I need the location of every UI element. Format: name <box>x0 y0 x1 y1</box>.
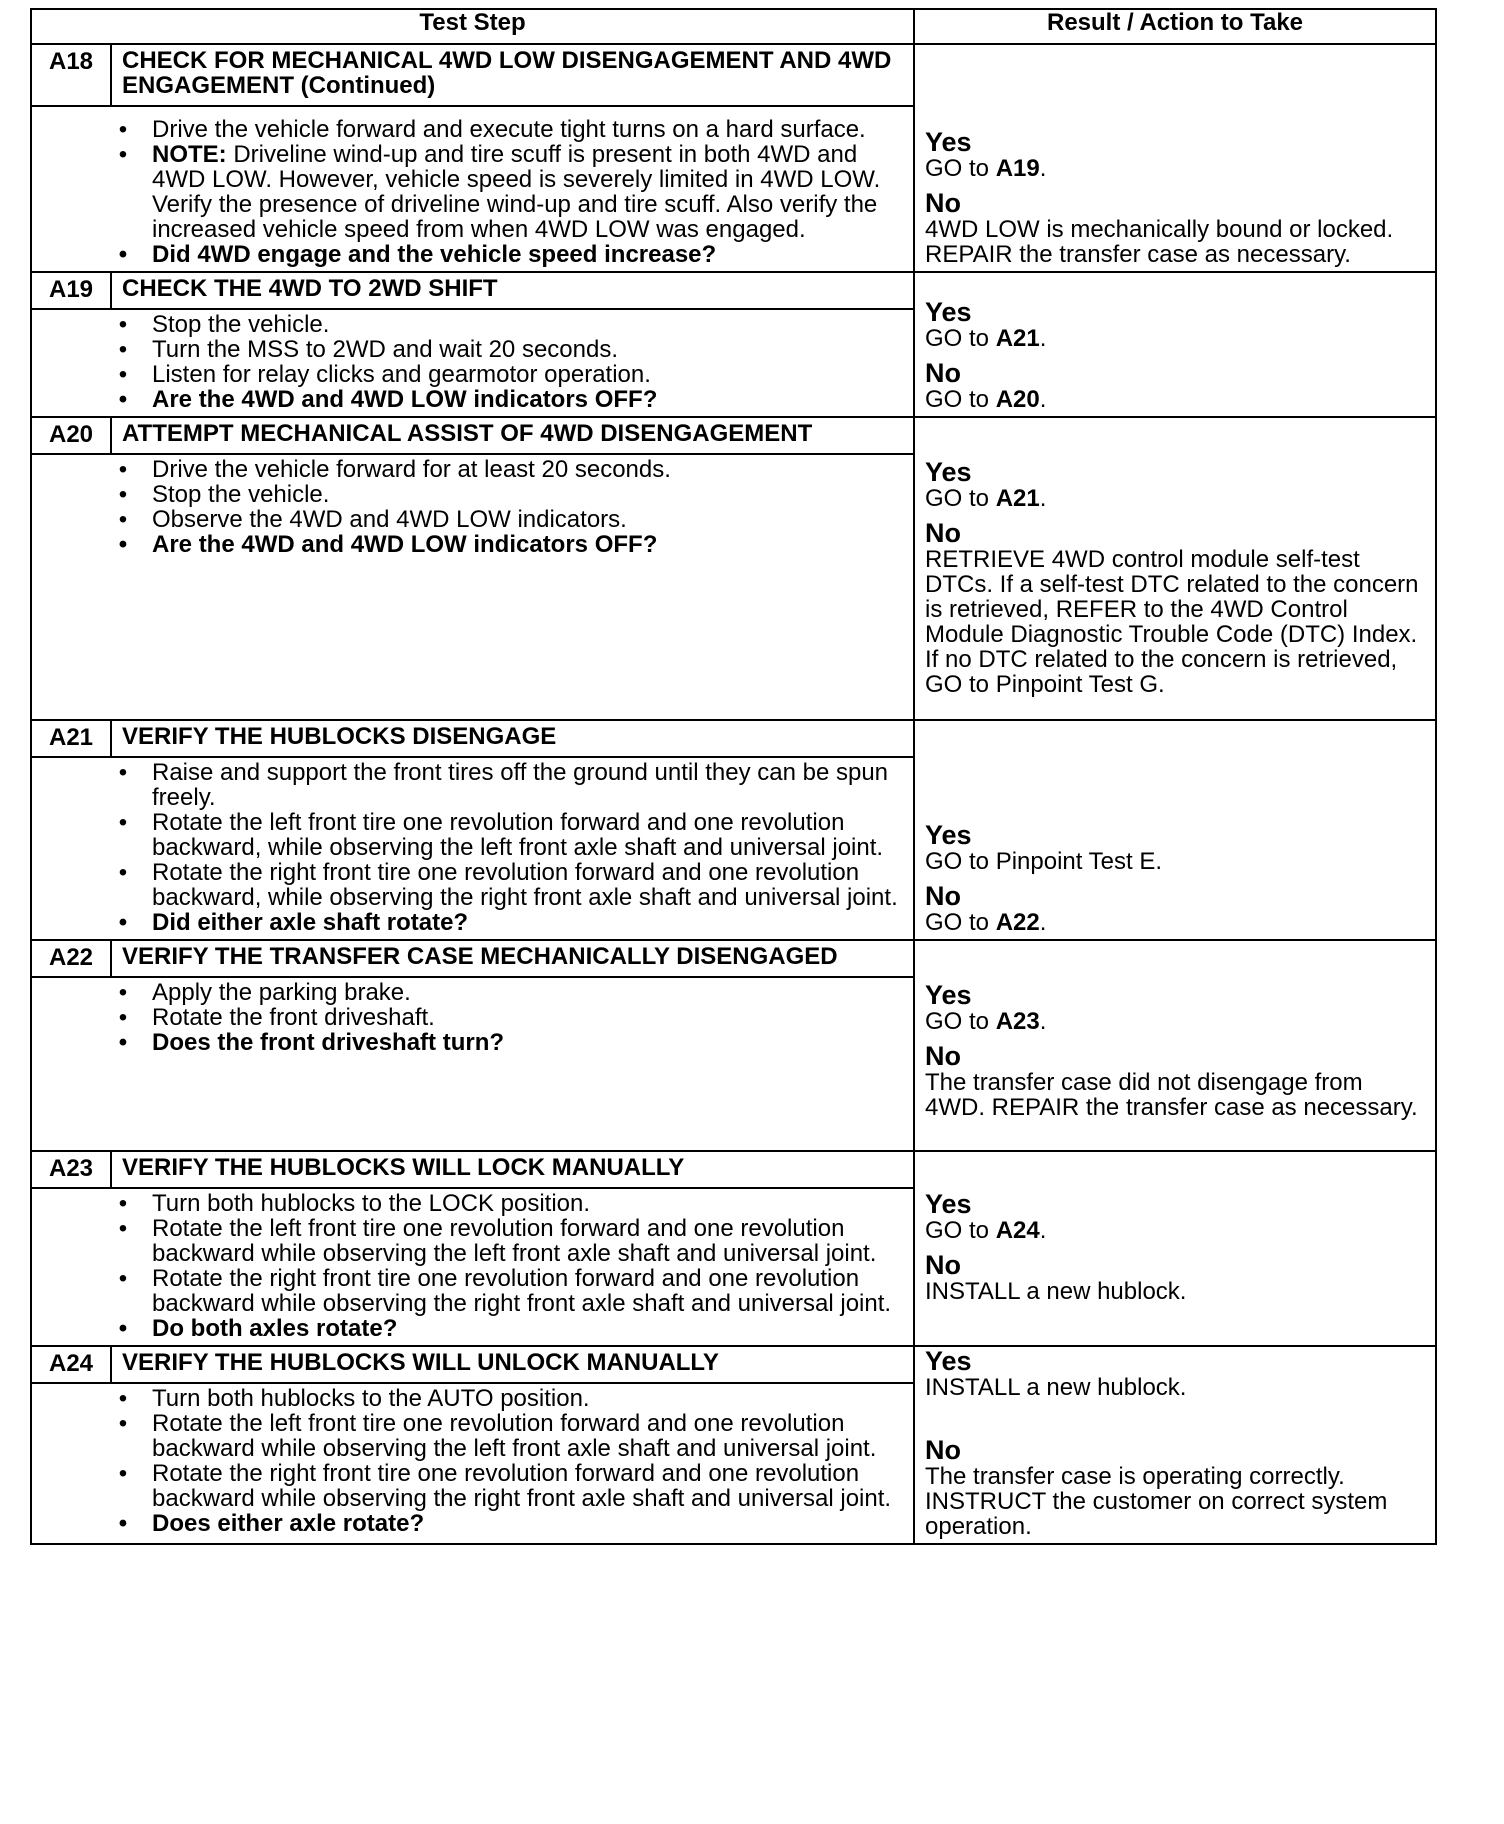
step-id: A24 <box>31 1346 111 1383</box>
step-id: A21 <box>31 720 111 757</box>
list-item: • Listen for relay clicks and gearmotor operation. <box>118 361 651 388</box>
table-header-row <box>31 9 1436 44</box>
step-body <box>31 309 914 417</box>
list-item: • Rotate the right front tire one revolution forward and one revolution backward while observing the right front axle shaft and universal joint. <box>118 1265 892 1317</box>
step-body <box>31 757 914 940</box>
list-item: • Raise and support the front tires off the ground until they can be spun freely. <box>118 759 889 811</box>
step-bullets <box>114 312 903 412</box>
step-title: VERIFY THE TRANSFER CASE MECHANICALLY DISENGAGED <box>111 940 914 977</box>
step-body <box>31 1188 914 1346</box>
yes-action: GO to A23. <box>925 1008 1047 1035</box>
step-title-row <box>31 1346 1436 1383</box>
no-action: RETRIEVE 4WD control module self-test DTCs. If a self-test DTC related to the concern is retrieved, REFER to the 4WD Control Module Diagnostic Trouble Code (DTC) Index. If no DTC related to the concern is retrieved, GO to Pinpoint Test G. <box>925 546 1419 698</box>
list-item: • Rotate the right front tire one revolution forward and one revolution backward, while observing the right front axle shaft and universal joint. <box>118 859 898 911</box>
no-action: The transfer case is operating correctly. INSTRUCT the customer on correct system operation. <box>925 1463 1388 1540</box>
step-result <box>914 272 1436 417</box>
header-result: Result / Action to Take <box>914 9 1436 44</box>
yes-label: Yes <box>925 297 972 327</box>
no-label: No <box>925 358 961 388</box>
step-title: ATTEMPT MECHANICAL ASSIST OF 4WD DISENGAGEMENT <box>111 417 914 454</box>
step-question: • Did either axle shaft rotate? <box>118 909 469 936</box>
step-question: • Do both axles rotate? <box>118 1315 398 1342</box>
no-label: No <box>925 881 961 911</box>
list-item: • Apply the parking brake. <box>118 979 411 1006</box>
step-id: A19 <box>31 272 111 309</box>
no-action: 4WD LOW is mechanically bound or locked. REPAIR the transfer case as necessary. <box>925 216 1394 268</box>
list-item: • Rotate the front driveshaft. <box>118 1004 435 1031</box>
step-title-row <box>31 417 1436 454</box>
yes-action: GO to A21. <box>925 485 1047 512</box>
step-question: • Does the front driveshaft turn? <box>118 1029 505 1056</box>
step-question: • Are the 4WD and 4WD LOW indicators OFF? <box>118 386 658 413</box>
list-item: • NOTE: Driveline wind-up and tire scuff is present in both 4WD and 4WD LOW. However, vehicle speed is severely limited in 4WD LOW. <box>118 141 881 193</box>
no-step-link[interactable]: A22 <box>995 909 1040 936</box>
step-title: VERIFY THE HUBLOCKS DISENGAGE <box>111 720 914 757</box>
step-question: • Are the 4WD and 4WD LOW indicators OFF? <box>118 531 658 558</box>
step-bullets <box>114 1386 903 1536</box>
list-item: • Turn both hublocks to the AUTO position. <box>118 1385 590 1412</box>
yes-step-link[interactable]: A24 <box>995 1216 1040 1244</box>
no-action: GO to A20. <box>925 386 1047 413</box>
yes-action: GO to A19. <box>925 155 1047 182</box>
header-test-step: Test Step <box>31 9 914 44</box>
step-id: A23 <box>31 1151 111 1188</box>
step-title: VERIFY THE HUBLOCKS WILL LOCK MANUALLY <box>111 1151 914 1188</box>
step-bullets <box>114 1191 903 1341</box>
list-item: • Rotate the left front tire one revolution forward and one revolution backward while observing the left front axle shaft and universal joint. <box>118 1410 877 1462</box>
no-action: GO to A22. <box>925 909 1047 936</box>
step-body <box>31 977 914 1151</box>
step-title: VERIFY THE HUBLOCKS WILL UNLOCK MANUALLY <box>111 1346 914 1383</box>
step-title-row <box>31 940 1436 977</box>
step-title-row <box>31 1151 1436 1188</box>
step-id: A20 <box>31 417 111 454</box>
yes-step-link[interactable]: A19 <box>995 155 1040 182</box>
step-body <box>31 1383 914 1544</box>
no-step-link[interactable]: A20 <box>995 386 1040 413</box>
no-action: INSTALL a new hublock. <box>925 1277 1187 1305</box>
step-question: • Does either axle rotate? <box>118 1510 425 1537</box>
no-label: No <box>925 1249 961 1280</box>
step-title-row <box>31 720 1436 757</box>
yes-label: Yes <box>925 820 972 850</box>
step-result <box>914 940 1436 1151</box>
step-result <box>914 44 1436 272</box>
list-item: • Stop the vehicle. <box>118 481 330 508</box>
list-item: • Rotate the left front tire one revolution forward and one revolution backward while observing the left front axle shaft and universal joint. <box>118 1215 877 1267</box>
step-title-row <box>31 44 1436 106</box>
step-result <box>914 1346 1436 1544</box>
yes-action: GO to A21. <box>925 325 1047 352</box>
no-action: The transfer case did not disengage from 4WD. REPAIR the transfer case as necessary. <box>925 1069 1418 1121</box>
no-label: No <box>925 1041 961 1071</box>
step-id: A18 <box>31 44 111 106</box>
list-item: • Stop the vehicle. <box>118 311 330 338</box>
no-label: No <box>925 1435 961 1465</box>
yes-step-link[interactable]: A21 <box>995 325 1040 352</box>
step-bullets <box>114 117 903 192</box>
yes-action: GO to Pinpoint Test E. <box>925 848 1163 875</box>
step-bullets <box>114 457 903 557</box>
step-result <box>914 1151 1436 1346</box>
list-item: • Turn the MSS to 2WD and wait 20 seconds. <box>118 336 618 363</box>
list-item: • Rotate the right front tire one revolution forward and one revolution backward while observing the right front axle shaft and universal joint. <box>118 1460 892 1512</box>
yes-label: Yes <box>925 127 972 157</box>
step-note-continuation: Verify the presence of driveline wind-up and tire scuff. Also verify the increased vehicle speed from when 4WD LOW was engaged. <box>152 191 878 243</box>
step-result <box>914 720 1436 940</box>
yes-step-link[interactable]: A23 <box>995 1008 1040 1035</box>
list-item: • Turn both hublocks to the LOCK position. <box>118 1190 591 1217</box>
yes-label: Yes <box>925 1346 972 1376</box>
yes-label: Yes <box>925 457 972 487</box>
step-title: CHECK FOR MECHANICAL 4WD LOW DISENGAGEMENT AND 4WD ENGAGEMENT (Continued) <box>111 44 914 106</box>
yes-step-link[interactable]: A21 <box>995 485 1040 512</box>
yes-action: GO to A24. <box>925 1216 1047 1244</box>
pinpoint-test-table <box>30 8 1437 1545</box>
step-bullets <box>114 760 903 935</box>
list-item: • Drive the vehicle forward for at least 20 seconds. <box>118 456 671 483</box>
step-id: A22 <box>31 940 111 977</box>
step-title-row <box>31 272 1436 309</box>
step-question: • Did 4WD engage and the vehicle speed increase? <box>118 241 717 268</box>
step-bullets <box>114 980 903 1055</box>
yes-action: INSTALL a new hublock. <box>925 1374 1187 1401</box>
list-item: • Rotate the left front tire one revolution forward and one revolution backward, while observing the left front axle shaft and universal joint. <box>118 809 884 861</box>
list-item: • Drive the vehicle forward and execute tight turns on a hard surface. <box>118 116 866 143</box>
step-body <box>31 106 914 272</box>
yes-label: Yes <box>925 1188 972 1219</box>
no-label: No <box>925 518 961 548</box>
list-item: • Observe the 4WD and 4WD LOW indicators. <box>118 506 627 533</box>
step-result <box>914 417 1436 720</box>
yes-label: Yes <box>925 980 972 1010</box>
step-title: CHECK THE 4WD TO 2WD SHIFT <box>111 272 914 309</box>
no-label: No <box>925 188 961 218</box>
step-body <box>31 454 914 720</box>
note-label: NOTE: <box>152 141 227 168</box>
